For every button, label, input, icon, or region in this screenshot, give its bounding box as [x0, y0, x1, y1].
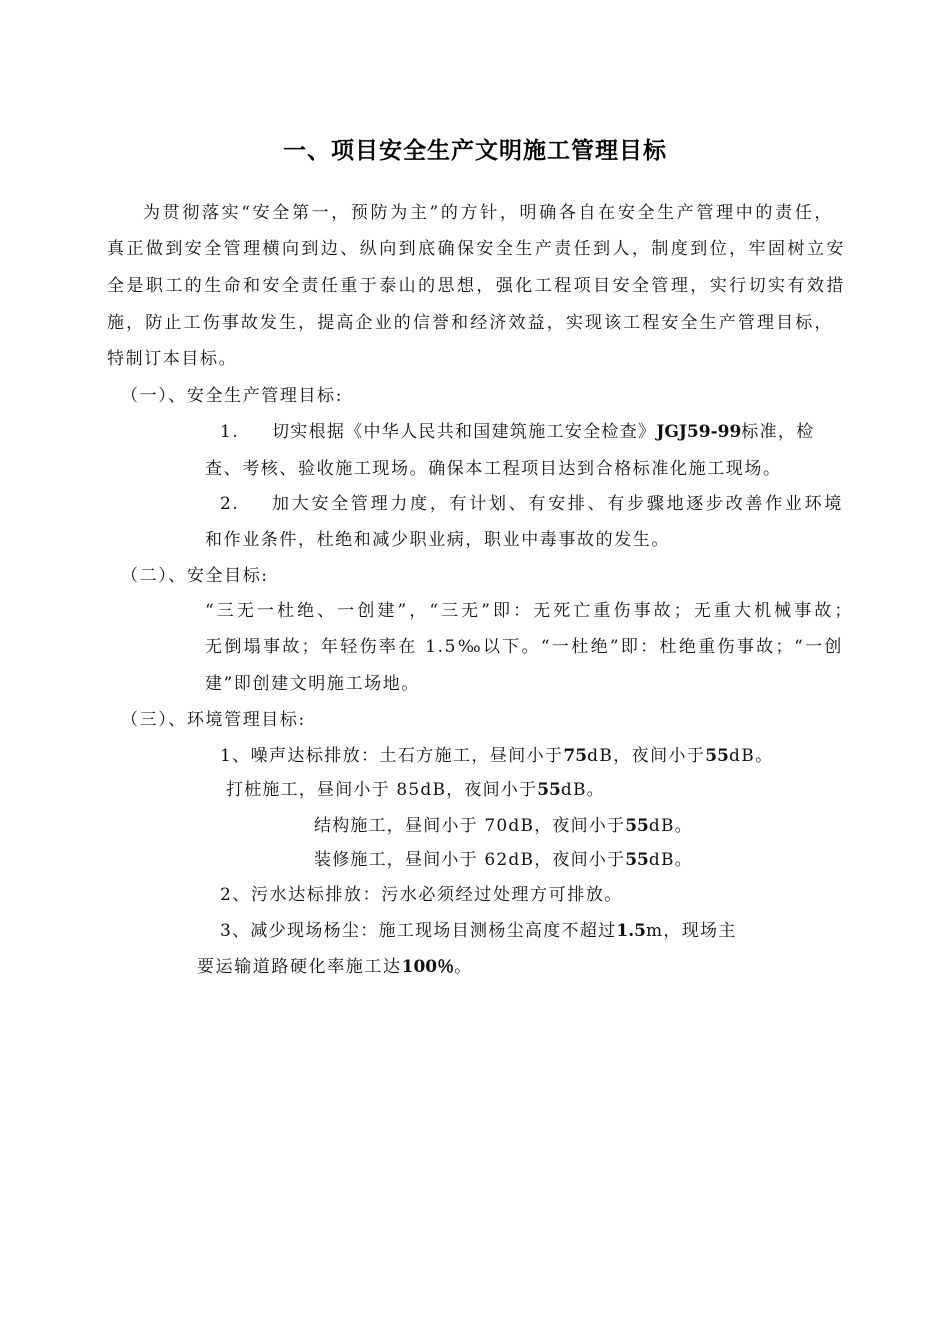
dust-line-2 — [197, 956, 473, 978]
noise-text-c: dB，夜间小于 — [587, 746, 706, 766]
decoration-unit: dB。 — [648, 850, 693, 870]
dust-text-e: 。 — [454, 957, 473, 977]
noise-line-3 — [314, 815, 693, 837]
section1-item2-line-1: 加大安全管理力度，有计划、有安排、有步骤地逐步改善作业环境 — [272, 494, 843, 514]
noise-night-limit: 55 — [705, 746, 729, 766]
intro-line-1: 为贯彻落实“安全第一，预防为主”的方针，明确各自在安全生产管理中的责任， — [143, 203, 833, 223]
section2-line-3: 建”即创建文明施工场地。 — [205, 674, 420, 694]
water-line: 2、污水达标排放：污水必须经过处理方可排放。 — [220, 885, 624, 905]
intro-line-4: 施，防止工伤事故发生，提高企业的信誉和经济效益，实现该工程安全生产管理目标， — [107, 313, 833, 333]
section1-heading: （一）、安全生产管理目标: — [121, 386, 344, 406]
section1-item1-line-2: 查、考核、验收施工现场。确保本工程项目达到合格标准化施工现场。 — [205, 459, 782, 479]
structure-night-limit: 55 — [625, 816, 649, 836]
standard-code: JGJ59-99 — [656, 422, 742, 442]
piling-night-limit: 55 — [537, 780, 561, 800]
noise-line-4 — [314, 849, 693, 871]
structure-unit: dB。 — [648, 816, 693, 836]
noise-day-limit: 75 — [563, 746, 588, 766]
section2-line-1: “三无一杜绝、一创建”，“三无”即：无死亡重伤事故；无重大机械事故； — [205, 601, 853, 621]
structure-text: 结构施工，昼间小于 70dB，夜间小于 — [314, 816, 626, 836]
section1-item1-number: 1. — [220, 422, 240, 442]
section1-item1-line-1 — [272, 421, 815, 443]
item1-text-c: 标准，检 — [741, 422, 815, 442]
item1-text-a: 切实根据《中华人民共和国建筑施工安全检查》 — [272, 422, 657, 442]
dust-text-d: 要运输道路硬化率施工达 — [197, 957, 402, 977]
dust-height-limit: 1.5 — [616, 921, 646, 941]
piling-unit: dB。 — [560, 780, 605, 800]
intro-line-5: 特制订本目标。 — [107, 349, 238, 369]
intro-line-2: 真正做到安全管理横向到边、纵向到底确保安全生产责任到人，制度到位，牢固树立安 — [107, 239, 845, 259]
intro-line-3: 全是职工的生命和安全责任重于泰山的思想，强化工程项目安全管理，实行切实有效措 — [107, 276, 845, 296]
noise-text-a: 1、噪声达标排放：土石方施工，昼间小于 — [220, 746, 564, 766]
decoration-night-limit: 55 — [625, 850, 649, 870]
decoration-text: 装修施工，昼间小于 62dB，夜间小于 — [314, 850, 626, 870]
dust-text-a: 3、减少现场杨尘：施工现场目测杨尘高度不超过 — [220, 921, 617, 941]
section3-heading: （三）、环境管理目标: — [121, 710, 306, 730]
dust-text-c: m，现场主 — [646, 921, 737, 941]
section2-heading: （二）、安全目标: — [121, 566, 269, 586]
page-title: 一、项目安全生产文明施工管理目标 — [283, 138, 667, 164]
section1-item2-line-2: 和作业条件，杜绝和减少职业病，职业中毒事故的发生。 — [205, 530, 670, 550]
piling-text: 打桩施工，昼间小于 85dB，夜间小于 — [226, 780, 538, 800]
dust-line-1 — [220, 920, 737, 942]
noise-text-e: dB。 — [728, 746, 774, 766]
section2-line-2: 无倒塌事故；年轻伤率在 1.5‰以下。“一杜绝”即：杜绝重伤事故；“一创 — [205, 637, 843, 657]
noise-line-1 — [220, 745, 774, 767]
section1-item2-number: 2. — [220, 494, 240, 514]
noise-line-2 — [226, 779, 605, 801]
road-hardening-rate: 100％ — [401, 957, 455, 977]
